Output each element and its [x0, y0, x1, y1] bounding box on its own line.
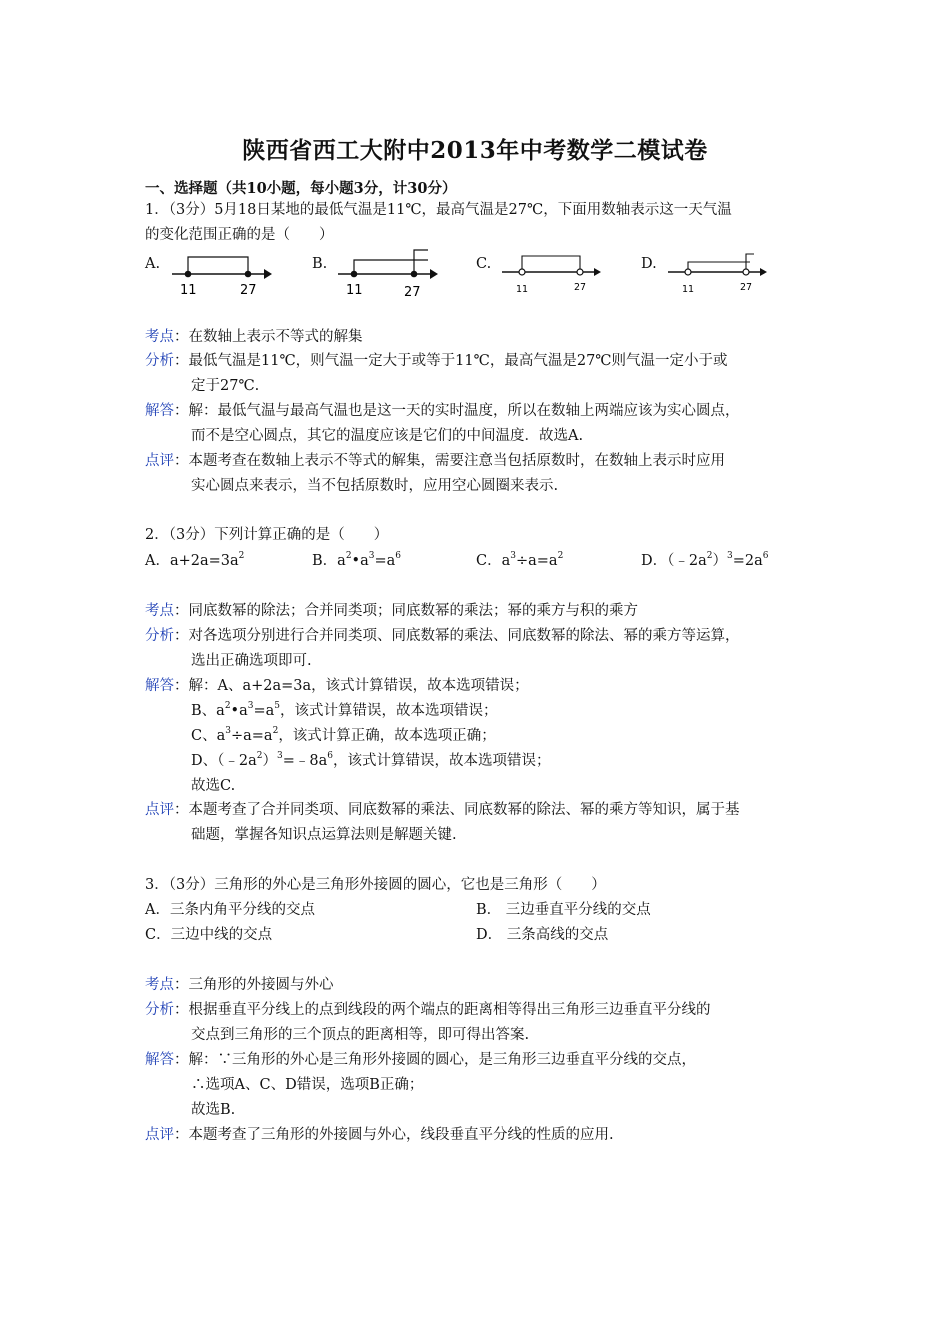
q1-fenxi: [145, 351, 728, 371]
q1-jieda-line2: 而不是空心圆点，其它的温度应该是它们的中间温度．故选A.: [191, 428, 584, 444]
tick-label-right: 27: [240, 283, 257, 298]
q3-option-b: B． 三边垂直平分线的交点: [476, 902, 651, 918]
q1-option-b-numberline: [334, 248, 444, 300]
axis-arrow: [594, 268, 601, 276]
q1-option-c-numberline: [498, 250, 608, 298]
q3-kaodian: 考点：三角形的外接圆与外心: [145, 977, 334, 993]
q3-fenxi-line2: 交点到三角形的三个顶点的距离相等，即可得出答案.: [191, 1027, 530, 1043]
q1-fenxi-line2: 定于27℃.: [191, 378, 260, 394]
q1-dianping: [145, 451, 725, 471]
endpoint-hollow-right: [743, 269, 749, 275]
label-fenxi: 分析: [145, 353, 174, 369]
q2-option-a: A．$a+2a=3a^2$: [145, 551, 245, 569]
axis-arrow: [430, 269, 438, 279]
q3-option-d: D． 三条高线的交点: [476, 927, 609, 943]
q3-jieda-line3: 故选B.: [191, 1102, 236, 1118]
range-right-ray: [414, 250, 428, 274]
q2-option-d: D．$(﹣2a^2)^3=2a^6$: [641, 551, 769, 569]
q2-option-b: B．$a^2•a^3=a^6$: [312, 551, 402, 569]
q1-option-c-letter: C.: [476, 256, 492, 272]
label-dianping: 点评: [145, 453, 174, 469]
endpoint-hollow-right: [577, 269, 583, 275]
q1-option-a-letter: A.: [145, 256, 161, 272]
q2-fenxi: 分析：对各选项分别进行合并同类项、同底数幂的乘法、同底数幂的除法、幂的乘方等运算，: [145, 628, 740, 644]
range-bracket: [522, 256, 580, 269]
q3-option-c: C．三边中线的交点: [145, 927, 273, 943]
tick-label-left: 11: [346, 283, 363, 298]
q1-jieda: [145, 401, 740, 421]
section-heading: 一、选择题（共10小题，每小题3分，计30分）: [145, 180, 457, 197]
q2-jieda-end: 故选C.: [191, 778, 236, 794]
q1-stem-line2: 的变化范围正确的是（ ）: [145, 227, 334, 243]
tick-label-left: 11: [180, 283, 197, 298]
q2-jieda-b: B、$a^2•a^3=a^5$，该式计算错误，故本选项错误；: [191, 701, 498, 719]
range-left-ray: [688, 262, 750, 269]
q1-option-d-numberline: [664, 250, 774, 298]
q1-option-a-numberline: [168, 250, 278, 300]
q1-kaodian: [145, 327, 363, 347]
q1-dianping-text: ：本题考查在数轴上表示不等式的解集，需要注意当包括原数时，在数轴上表示时应用: [174, 453, 725, 469]
q2-jieda-d: D、$(﹣2a^2)^3=﹣8a^6$，该式计算错误，故本选项错误；: [191, 751, 551, 769]
tick-label-right: 27: [574, 282, 587, 293]
q2-kaodian: 考点：同底数幂的除法；合并同类项；同底数幂的乘法；幂的乘方与积的乘方: [145, 603, 638, 619]
q1-option-d-letter: D.: [641, 256, 657, 272]
range-bracket: [188, 257, 248, 274]
q1-option-b-letter: B.: [312, 256, 328, 272]
tick-label-left: 11: [682, 284, 695, 295]
endpoint-hollow-left: [519, 269, 525, 275]
q3-stem: 3．（3分）三角形的外心是三角形外接圆的圆心，它也是三角形（ ）: [145, 877, 606, 893]
q3-fenxi: 分析：根据垂直平分线上的点到线段的两个端点的距离相等得出三角形三边垂直平分线的: [145, 1002, 711, 1018]
q3-jieda-line2: ∴选项A、C、D错误，选项B正确；: [191, 1077, 424, 1093]
q2-fenxi-line2: 选出正确选项即可.: [191, 653, 312, 669]
q1-kaodian-text: ：在数轴上表示不等式的解集: [174, 329, 363, 345]
q3-option-a: A．三条内角平分线的交点: [145, 902, 315, 918]
q2-option-c: C．$a^3\div a=a^2$: [476, 551, 564, 569]
tick-label-right: 27: [404, 285, 421, 300]
q1-stem-line1: 1．（3分）5月18日某地的最低气温是11℃，最高气温是27℃，下面用数轴表示这一天气温: [145, 202, 732, 218]
q2-jieda-c: C、$a^3\div a=a^2$，该式计算正确，故本选项正确；: [191, 726, 496, 744]
q1-fenxi-text: ：最低气温是11℃，则气温一定大于或等于11℃，最高气温是27℃则气温一定小于或: [174, 353, 728, 369]
q1-dianping-line2: 实心圆点来表示，当不包括原数时，应用空心圆圈来表示.: [191, 478, 559, 494]
axis-arrow: [264, 269, 272, 279]
q2-jieda: 解答：解：A、a+2a=3a，该式计算错误，故本选项错误；: [145, 678, 529, 694]
page-title: 陕西省西工大附中2013年中考数学二模试卷: [242, 137, 708, 164]
q1-jieda-text: ：解：最低气温与最高气温也是这一天的实时温度，所以在数轴上两端应该为实心圆点，: [174, 403, 740, 419]
q2-dianping: 点评：本题考查了合并同类项、同底数幂的乘法、同底数幂的除法、幂的乘方等知识，属于基: [145, 802, 740, 818]
endpoint-hollow-left: [685, 269, 691, 275]
tick-label-right: 27: [740, 282, 753, 293]
range-left-ray: [354, 260, 428, 274]
q3-dianping: 点评：本题考查了三角形的外接圆与外心，线段垂直平分线的性质的应用.: [145, 1127, 614, 1143]
q3-jieda: 解答：解：∵三角形的外心是三角形外接圆的圆心，是三角形三边垂直平分线的交点，: [145, 1052, 696, 1068]
label-kaodian: 考点: [145, 329, 174, 345]
q2-dianping-line2: 础题，掌握各知识点运算法则是解题关键.: [191, 827, 457, 843]
q2-stem: 2．（3分）下列计算正确的是（ ）: [145, 527, 389, 543]
axis-arrow: [760, 268, 767, 276]
tick-label-left: 11: [516, 284, 529, 295]
label-jieda: 解答: [145, 403, 174, 419]
